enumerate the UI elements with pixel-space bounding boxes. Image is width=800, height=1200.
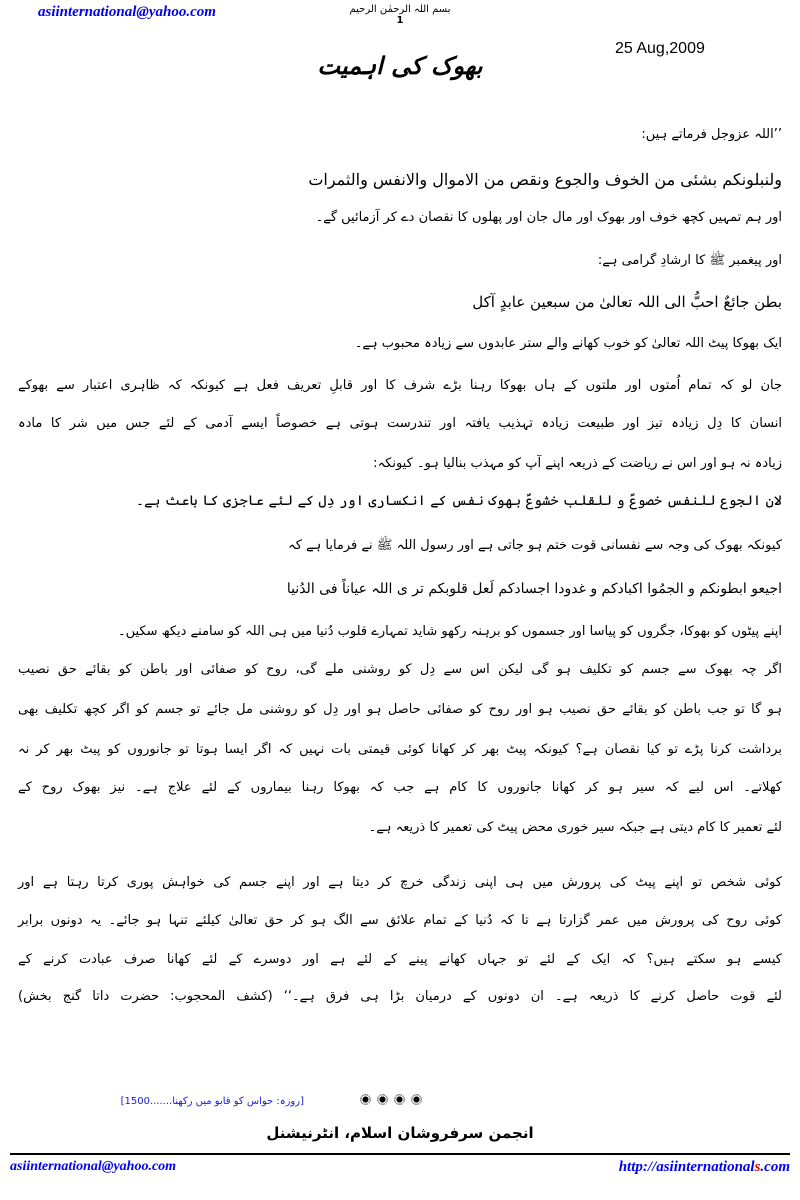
page-number: 1 (396, 15, 404, 26)
body-line: جان لو کہ تمام اُمتوں اور ملتوں کے ہاں بھوکا رہنا بڑے شرف کا اور قابلِ تعریف فعل ہے کیونکہ کہ ظاہری اعتبار سے بھوکے (18, 378, 782, 393)
article-title: بھوک کی اہمیت (317, 52, 483, 80)
organization-name: انجمن سرفروشان اسلام، انٹرنیشنل (266, 1124, 534, 1142)
body-line: ’’اللہ عزوجل فرماتے ہیں: (641, 127, 782, 142)
body-line: کوئی شخص تو اپنے پیٹ کی پرورش میں ہی اپنی زندگی خرچ کر دیتا ہے اور اپنے جسم کی خواہش پوری کرتا رہتا ہے اور (18, 875, 782, 890)
hadith-translation: ایک بھوکا پیٹ اللہ تعالیٰ کو خوب کھانے والے ستر عابدوں سے زیادہ محبوب ہے۔ (354, 336, 782, 351)
arabic-saying: لان الجوع للنفس خصوعٌ و للقلب خشوعٌ بھوک نفس کے انکساری اور دِل کے لئے عاجزی کا باعث ہے۔ (135, 493, 782, 509)
body-line: اگر چہ بھوک سے جسم کو تکلیف ہو گی لیکن اس سے دِل کو روشنی ملے گی، روح کو صفائی اور باطن کو بقائے حق نصیب (18, 662, 782, 677)
citation-line: لئے قوت حاصل کرنے کا ذریعہ ہے۔ ان دونوں کے درمیان بڑا ہی فرق ہے۔‘‘ (کشف المحجوب: حضرت داتا گنج بخش) (18, 989, 782, 1004)
hadith-arabic-2: اجیعو ابطونکم و الجمُوا اکبادکم و غدودا اجسادکم لَعل قلوبکم تر ی اللہ عیاناً فی الدُنیا (286, 581, 782, 597)
body-line: زیادہ نہ ہو اور اس نے ریاضت کے ذریعہ اپنے آپ کو مہذب بنالیا ہو۔ کیونکہ: (373, 456, 782, 471)
body-line: کیونکہ بھوک کی وجہ سے نفسانی قوت ختم ہو جاتی ہے اور رسول اللہ ﷺ نے فرمایا ہے کہ (288, 538, 782, 553)
ornament-star-icon (377, 1094, 388, 1105)
header-email-link[interactable]: asiinternational@yahoo.com (38, 4, 216, 20)
hadith-translation-2: اپنے پیٹوں کو بھوکا، جگروں کو پیاسا اور جسموں کو برہنہ رکھو شاید تمہارے قلوب دُنیا میں ہی اللہ کو سامنے دیکھ سکیں۔ (117, 624, 782, 639)
url-suffix: .com (760, 1159, 790, 1175)
body-line: ہو گا تو جب باطن کو بقائے حق نصیب ہو اور روح کو صفائی حاصل ہو اور دِل کو روشنی مل جائے تو جسم کو اگر کچھ تکلیف بھی (18, 702, 782, 717)
body-line: کھلاتے۔ اس لیے کہ سیر ہو کر کھانا جانوروں کا کام ہے جب کہ بھوکا رہنا بیماروں کے لئے علاج ہے۔ نیز بھوک روح کے (18, 780, 782, 795)
document-date: 25 Aug,2009 (615, 40, 705, 57)
body-line: انسان کا دِل زیادہ تیز اور طبیعت زیادہ تہذیب یافتہ اور تندرست ہوتی ہے خصوصاً ایسے آدمی کے لئے جس میں شر کا مادہ (18, 416, 782, 431)
footer-website-link[interactable] (619, 1159, 790, 1176)
url-prefix: http://asiinternational (618, 1159, 755, 1175)
bismillah-heading: بسم اللہ الرحمٰن الرحیم (349, 4, 451, 15)
quran-verse: ولنبلونکم بشئی من الخوف والجوع ونقص من الاموال والانفس والثمرات (308, 170, 782, 189)
body-line: کیسے ہو سکتے ہیں؟ کہ ایک کے لئے تو جہاں کھانے پینے کے لئے ہے اور دوسرے کے لئے کھانا صرف عبادت کرنے کے (18, 952, 782, 967)
series-reference-note: [روزہ: حواس کو قابو میں رکھنا.......1500] (120, 1096, 304, 1107)
body-line: کوئی روح کی پرورش میں عمر گزارتا ہے تا کہ دُنیا کے تمام علائق سے الگ ہو کر حق تعالیٰ کیلئے تنہا ہو جائے۔ یہ دونوں برابر (18, 913, 782, 928)
body-line: برداشت کرنا پڑے تو کیا نقصان ہے؟ کیونکہ پیٹ بھر کر کھانا کوئی قیمتی بات نہیں کہ اگر ایسا ہوتا تو جانوروں کو پیٹ بھر کر نہ (18, 742, 782, 757)
footer-email-link[interactable]: asiinternational@yahoo.com (10, 1159, 177, 1174)
ornament-star-icon (360, 1094, 371, 1105)
footer-divider (10, 1153, 790, 1155)
body-line: لئے تعمیر کا کام دیتی ہے جبکہ سیر خوری محض پیٹ کی تعمیر کا ذریعہ ہے۔ (368, 820, 782, 835)
ornament-star-icon (394, 1094, 405, 1105)
url-highlight: s (754, 1159, 761, 1175)
ornament-star-icon (411, 1094, 422, 1105)
verse-translation: اور ہم تمہیں کچھ خوف اور بھوک اور مال جان اور پھلوں کا نقصان دے کر آزمائیں گے۔ (315, 210, 782, 225)
star-ornament (360, 1094, 422, 1105)
hadith-arabic: بطن جائعٌ احبُّ الی اللہ تعالیٰ من سبعین عابدٍ آکل (472, 293, 782, 311)
body-line: اور پیغمبر ﷺ کا ارشادِ گرامی ہے: (597, 253, 782, 268)
